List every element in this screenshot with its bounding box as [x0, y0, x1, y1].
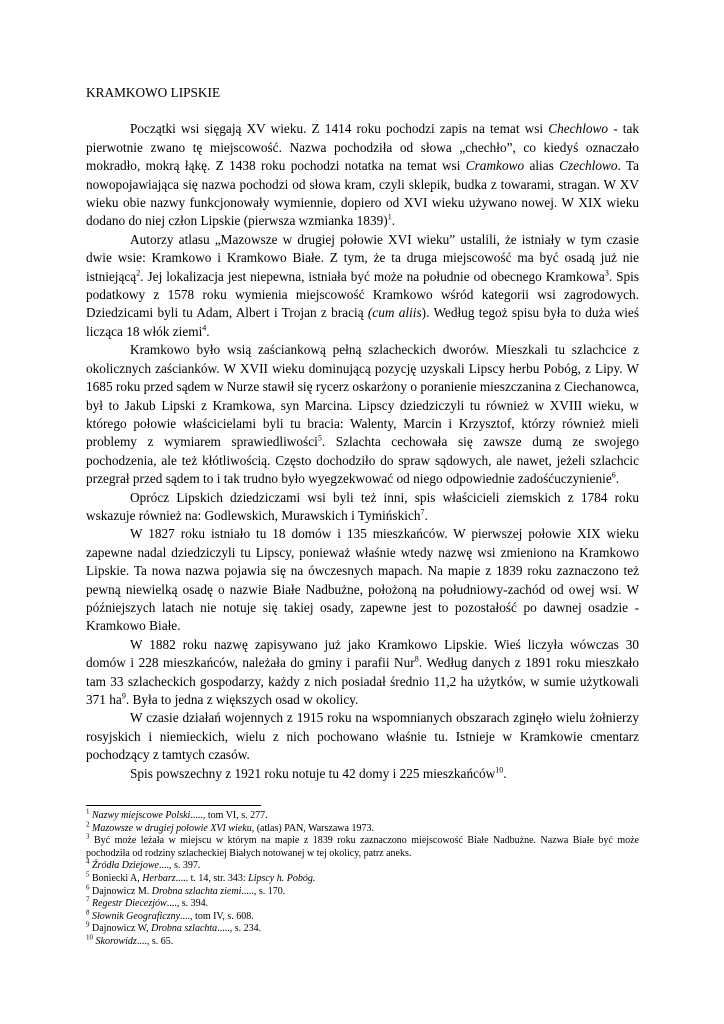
- footnote-ref[interactable]: 6: [611, 470, 616, 480]
- footnote-ref[interactable]: 3: [604, 268, 609, 278]
- italic-text: Drobna szlachta ziemi: [151, 885, 242, 897]
- paragraph: [86, 765, 639, 783]
- footnotes: [86, 807, 639, 949]
- text-run: W czasie działań wojennych z 1915 roku na wspomnianych obszarach zginęło wielu żołnierzy rosyjskich i niemieckich, wielu z nich pochowano właśnie tu. Istnieje w Kramkowie cmentarz pochodzący z tamtych czasów.: [86, 710, 639, 763]
- footnote-number: 2: [86, 820, 90, 829]
- text-run: W 1882 roku nazwę zapisywano już jako Kramkowo Lipskie. Wieś liczyła wówczas 30 domów i 228 mieszkańców, należała do gminy i parafii Nur: [86, 636, 639, 671]
- footnote: [86, 832, 639, 860]
- text-run: . Spis podatkowy z 1578 roku wymienia miejscowość Kramkowo wśród kategorii wsi zagrodowych. Dziedzicami byli tu Adam, Albert i Trojan z bracią: [86, 268, 639, 321]
- footnote-ref[interactable]: 5: [317, 433, 322, 443]
- italic-text: Cramkowo: [465, 158, 525, 174]
- footnote-number: 4: [86, 858, 90, 867]
- text-run: Spis powszechny z 1921 roku notuje tu 42 domy i 225 mieszkańców: [130, 765, 496, 781]
- footnote-number: 1: [86, 807, 90, 816]
- footnote: [86, 820, 639, 836]
- footnote-ref[interactable]: 4: [202, 323, 207, 333]
- text-run: alias: [524, 158, 560, 174]
- text-run: , (atlas) PAN, Warszawa 1973.: [251, 822, 374, 834]
- footnote: [86, 923, 639, 936]
- footnote-number: 3: [86, 832, 90, 841]
- text-run: ...., s. 65.: [136, 935, 174, 947]
- footnote-ref[interactable]: 7: [420, 507, 425, 517]
- footnote: [86, 807, 639, 823]
- text-run: Boniecki A,: [89, 873, 143, 884]
- italic-text: Herbarz: [142, 873, 176, 884]
- text-run: .: [391, 213, 396, 229]
- italic-text: Mazowsze w drugiej połowie XVI wieku: [92, 822, 252, 834]
- italic-text: Źródła Dziejowe: [92, 860, 159, 872]
- text-run: ...., tom IV, s. 608.: [180, 910, 254, 922]
- footnote-number: 7: [86, 895, 90, 904]
- text-run: . Szlachta cechowała się zawsze dumą ze swojego pochodzenia, ale też kłótliwością. Często dochodziło do spraw sądowych, ale nawet, jeżeli szlachcic przegrał przed sądem to i tak trudno było wyegzekwować od niego odpowiednie zadośćuczynienie: [86, 434, 639, 487]
- text-run: ....., tom VI, s. 277.: [190, 810, 268, 822]
- footnote: [86, 895, 639, 911]
- text-run: Dajnowicz W,: [89, 923, 152, 935]
- italic-text: Chechlowo: [548, 121, 609, 137]
- italic-text: Skorowidz: [95, 935, 137, 947]
- text-run: ...., s. 397.: [158, 860, 201, 872]
- italic-text: Lipscy h. Pobóg.: [248, 873, 316, 884]
- text-run: .: [615, 471, 620, 487]
- footnote-ref[interactable]: 10: [495, 765, 504, 775]
- footnote-separator: [86, 805, 261, 806]
- footnote-number: 6: [86, 883, 90, 892]
- italic-text: (cum aliis: [367, 305, 422, 321]
- text-run: ....., s. 170.: [241, 885, 286, 897]
- text-run: . Jej lokalizacja jest niepewna, istniała być może na południe od obecnego Kramkowa: [140, 268, 605, 284]
- footnote-ref[interactable]: 2: [136, 268, 141, 278]
- text-run: ...., s. 394.: [166, 898, 209, 910]
- text-run: . Według danych z 1891 roku mieszkało tam 33 szlacheckich gospodarzy, każdy z nich posiadał średnio 11,2 ha użytków, w sumie użytkowali 371 ha: [86, 655, 640, 707]
- text-run: .: [424, 507, 428, 523]
- footnote-number: 5: [86, 870, 90, 879]
- text-run: ..... t. 14, str. 343:: [175, 873, 249, 884]
- italic-text: Słownik Geograficzny: [92, 910, 181, 922]
- footnote-number: 8: [86, 908, 90, 917]
- footnote: [86, 860, 639, 873]
- italic-text: Regestr Diecezjów: [92, 898, 167, 910]
- footnote-ref[interactable]: 8: [414, 654, 419, 664]
- paragraph: [86, 341, 639, 488]
- text-run: . Ta nowopojawiająca się nazwa pochodzi od słowa kram, czyli sklepik, budka z towarami, stragan. W XV wieku obie nazwy funkcjonowały wymiennie, dopiero od XVI wieku używano nowej. W XIX wieku dodano do niej człon Lipskie (pierwsza wzmianka 1839): [86, 158, 639, 229]
- text-run: . Była to jedna z większych osad w okolicy.: [125, 692, 359, 707]
- footnote-number: 9: [86, 921, 90, 930]
- paragraph: [86, 525, 639, 635]
- footnote-number: 10: [86, 933, 93, 942]
- text-run: ....., s. 234.: [217, 923, 262, 935]
- text-run: Oprócz Lipskich dziedziczami wsi byli też inni, spis właścicieli ziemskich z 1784 roku wskazuje również na: Godlewskich, Murawskich i Tymińskich: [86, 489, 639, 523]
- italic-text: Nazwy miejscowe Polski: [92, 810, 191, 822]
- italic-text: Drobna szlachta: [151, 923, 218, 935]
- paragraph: [86, 231, 639, 341]
- paragraph: [86, 120, 639, 230]
- document-body: [86, 120, 639, 783]
- paragraph: [86, 489, 639, 526]
- footnote-ref[interactable]: 1: [387, 213, 392, 223]
- text-run: Autorzy atlasu „Mazowsze w drugiej połowie XVI wieku” ustalili, że istniały w tym czasie dwie wsie: Kramkowo i Kramkowo Białe. Z tym, że ta druga miejscowość ma być osadą już nie istniejącą: [86, 231, 639, 284]
- text-run: - tak pierwotnie zwano tę miejscowość. Nazwa pochodziła od słowa „chechło”, co kiedyś oznaczało mokradło, mokrą łąkę. Z 1438 roku pochodzi notatka na temat wsi: [86, 121, 639, 174]
- footnote: [86, 908, 639, 924]
- text-run: .: [503, 765, 507, 781]
- footnote: [86, 883, 639, 899]
- document-title: KRAMKOWO LIPSKIE: [86, 85, 221, 100]
- text-run: Początki wsi sięgają XV wieku. Z 1414 roku pochodzi zapis na temat wsi: [130, 121, 549, 137]
- text-run: ). Według tegoż spisu była to duża wieś licząca 18 włók ziemi: [86, 305, 640, 339]
- text-run: Kramkowo było wsią zaściankową pełną szlacheckich dworów. Mieszkali tu szlachcice z okolicznych zaścianków. W XVII wieku dominującą pozycję uzyskali Lipscy herbu Pobóg, z Lipy. W 1685 roku przed sądem w Nurze stawił się rycerz oskarżony o poranienie mieszczanina z Ciechanowca, był to Jakub Lipski z Kramkowa, syn Marcina. Lipscy dziedziczyli tu również w XVIII wieku, w którego połowie właścicielami byli tu bracia: Walenty, Marcin i Krzysztof, którzy również mieli problemy z wymiarem sprawiedliwości: [86, 342, 639, 450]
- italic-text: Czechlowo: [559, 158, 618, 174]
- text-run: Dajnowicz M.: [89, 885, 152, 897]
- paragraph: [86, 636, 639, 710]
- footnote: [86, 870, 639, 886]
- text-run: W 1827 roku istniało tu 18 domów i 135 mieszkańców. W pierwszej połowie XIX wieku zapewne nadal dziedziczyli tu Lipscy, ponieważ właśnie wtedy nazwę wsi zmieniono na Kramkowo Lipskie. Ta nowa nazwa pojawia się na ówczesnych mapach. Na mapie z 1839 roku zaznaczono też pewną niewielką osadę o nazwie Białe Nadbużne, położoną na południowy-zachód od owej wsi. W późniejszych latach nie notuje się takiej osady, zapewne jest to pozostałość po dawnej osadzie - Kramkowo Białe.: [86, 526, 639, 634]
- paragraph: [86, 709, 639, 764]
- document-page: [86, 84, 639, 949]
- footnote-ref[interactable]: 9: [121, 691, 126, 701]
- footnote: [86, 933, 639, 949]
- text-run: Być może leżała w miejscu w którym na mapie z 1839 roku zaznaczono miejscowość Białe Nadbużne. Nazwa Białe być może pochodziła od rodziny szlacheckiej Białych notowanej w tej okolicy, patrz aneks.: [86, 835, 639, 859]
- text-run: .: [206, 323, 210, 339]
